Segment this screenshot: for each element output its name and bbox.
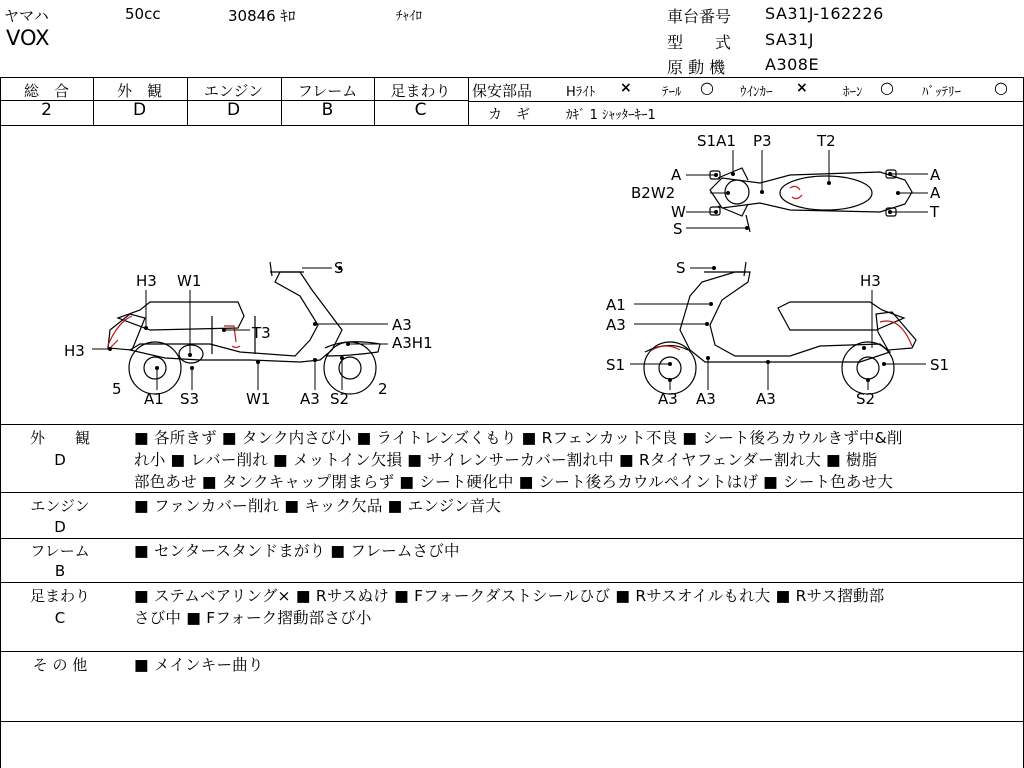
label-left-a3h1: A3H1 <box>392 334 433 352</box>
other-section-title: そ の 他 <box>32 656 88 674</box>
engine-type-label: 原 動 機 <box>667 58 726 77</box>
engine-section-title: エンジン <box>30 497 90 515</box>
exterior-section-title: 外 観 <box>29 429 90 447</box>
horn-status: ○ <box>880 78 894 97</box>
label-right-s2: S2 <box>856 390 876 408</box>
label-right-s: S <box>676 259 686 277</box>
left-view-labels <box>64 259 433 408</box>
key-value: ｶｷﾞ 1 ｼｬｯﾀｰｷｰ1 <box>566 108 656 123</box>
frame-notes-line-1: ■ センタースタンドまがり ■ フレームさび中 <box>134 542 460 560</box>
suspension-section-title: 足まわり <box>29 587 90 605</box>
suspension-section-grade: C <box>54 609 66 627</box>
type-value: SA31J <box>765 30 814 49</box>
winker-label: ｳｲﾝｶｰ <box>740 85 773 100</box>
engine-notes-line-1: ■ ファンカバー削れ ■ キック欠品 ■ エンジン音大 <box>134 497 502 515</box>
right-view-labels <box>606 259 949 408</box>
label-top-t2: T2 <box>817 132 836 150</box>
battery-status: ○ <box>994 78 1008 97</box>
top-view-scooter <box>710 168 912 232</box>
frame-number-value: SA31J-162226 <box>765 4 884 23</box>
color: ﾁｬｲﾛ <box>396 9 422 24</box>
engine-grade-value: D <box>226 100 241 120</box>
label-right-s1-left: S1 <box>606 356 626 374</box>
label-left-h3: H3 <box>136 272 157 290</box>
label-right-s1-right: S1 <box>930 356 950 374</box>
label-left-w1: W1 <box>177 272 202 290</box>
suspension-notes-line-2: さび中 ■ Fフォーク摺動部さび小 <box>134 609 372 627</box>
type-label: 型 式 <box>667 33 732 52</box>
label-top-a-right1: A <box>930 166 941 184</box>
label-right-h3: H3 <box>860 272 881 290</box>
horn-label: ﾎｰﾝ <box>843 85 863 100</box>
label-left-a1: A1 <box>144 390 164 408</box>
overall-grade-label: 総 合 <box>23 82 69 100</box>
label-left-s: S <box>334 259 344 277</box>
maker: ヤマハ <box>4 7 49 25</box>
suspension-grade-label: 足まわり <box>390 82 451 100</box>
top-view-damage-marks <box>790 186 802 198</box>
frame-section-title: フレーム <box>30 542 90 560</box>
label-left-h3-front: H3 <box>64 342 85 360</box>
frame-section-grade: B <box>54 562 66 580</box>
overall-grade-value: 2 <box>41 100 52 120</box>
tail-status: ○ <box>700 78 714 97</box>
label-left-a3: A3 <box>392 316 412 334</box>
key-label: カ ギ <box>488 107 530 123</box>
headlight-label: Hﾗｲﾄ <box>566 85 596 100</box>
label-left-5: 5 <box>112 380 122 398</box>
label-top-t: T <box>930 203 940 221</box>
label-left-2: 2 <box>378 380 388 398</box>
exterior-notes-line-3: 部色あせ ■ タンクキャップ閉まらず ■ シート硬化中 ■ シート後ろカウルペイントはげ ■ シート色あせ大 <box>134 473 894 491</box>
label-left-s2: S2 <box>330 390 350 408</box>
exterior-notes-line-2: れ小 ■ レバー削れ ■ メットイン欠損 ■ サイレンサーカバー割れ中 ■ Rタイヤフェンダー割れ大 ■ 樹脂 <box>134 451 878 469</box>
exterior-grade-label: 外 観 <box>116 82 162 100</box>
label-top-s: S <box>673 220 683 238</box>
headlight-status: × <box>620 80 632 96</box>
label-left-t3: T3 <box>252 324 271 342</box>
tail-label: ﾃｰﾙ <box>662 85 682 100</box>
engine-section-grade: D <box>54 518 66 536</box>
right-view-damage-marks <box>652 321 912 350</box>
other-notes-line-1: ■ メインキー曲り <box>134 656 264 674</box>
label-top-a-right2: A <box>930 184 941 202</box>
label-right-a3: A3 <box>606 316 626 334</box>
engine-grade-label: エンジン <box>203 82 264 100</box>
winker-status: × <box>796 80 808 96</box>
damage-diagram <box>0 126 1024 424</box>
frame-number-label: 車台番号 <box>667 7 732 26</box>
label-left-a3-bottom: A3 <box>300 390 320 408</box>
frame-grade-value: B <box>321 100 334 120</box>
displacement: 50cc <box>125 5 161 23</box>
label-top-w: W <box>671 203 686 221</box>
suspension-notes-line-1: ■ ステムベアリング× ■ Rサスぬけ ■ Fフォークダストシールひび ■ Rサスオイルもれ大 ■ Rサス摺動部 <box>134 587 885 605</box>
exterior-notes-line-1: ■ 各所きず ■ タンク内さび小 ■ ライトレンズくもり ■ Rフェンカット不良 ■ シート後ろカウルきず中&削 <box>134 429 903 447</box>
mileage: 30846 ｷﾛ <box>228 7 296 25</box>
label-top-b2w2: B2W2 <box>631 184 676 202</box>
engine-type-value: A308E <box>765 55 820 74</box>
label-top-a-left: A <box>671 166 682 184</box>
exterior-section-grade: D <box>54 451 66 469</box>
label-left-s3: S3 <box>180 390 200 408</box>
left-view-damage-marks <box>108 316 240 348</box>
battery-label: ﾊﾞｯﾃﾘｰ <box>922 85 961 100</box>
suspension-grade-value: C <box>414 100 427 120</box>
label-right-a3-front: A3 <box>658 390 678 408</box>
label-right-a3-floor: A3 <box>756 390 776 408</box>
label-top-s1a1: S1A1 <box>697 132 736 150</box>
model-name: VOX <box>6 26 50 50</box>
safety-parts-label: 保安部品 <box>472 82 533 100</box>
label-right-a3-mid: A3 <box>696 390 716 408</box>
label-left-w1-bottom: W1 <box>246 390 271 408</box>
label-top-p3: P3 <box>753 132 772 150</box>
frame-grade-label: フレーム <box>297 82 358 100</box>
exterior-grade-value: D <box>132 100 147 120</box>
label-right-a1: A1 <box>606 296 626 314</box>
